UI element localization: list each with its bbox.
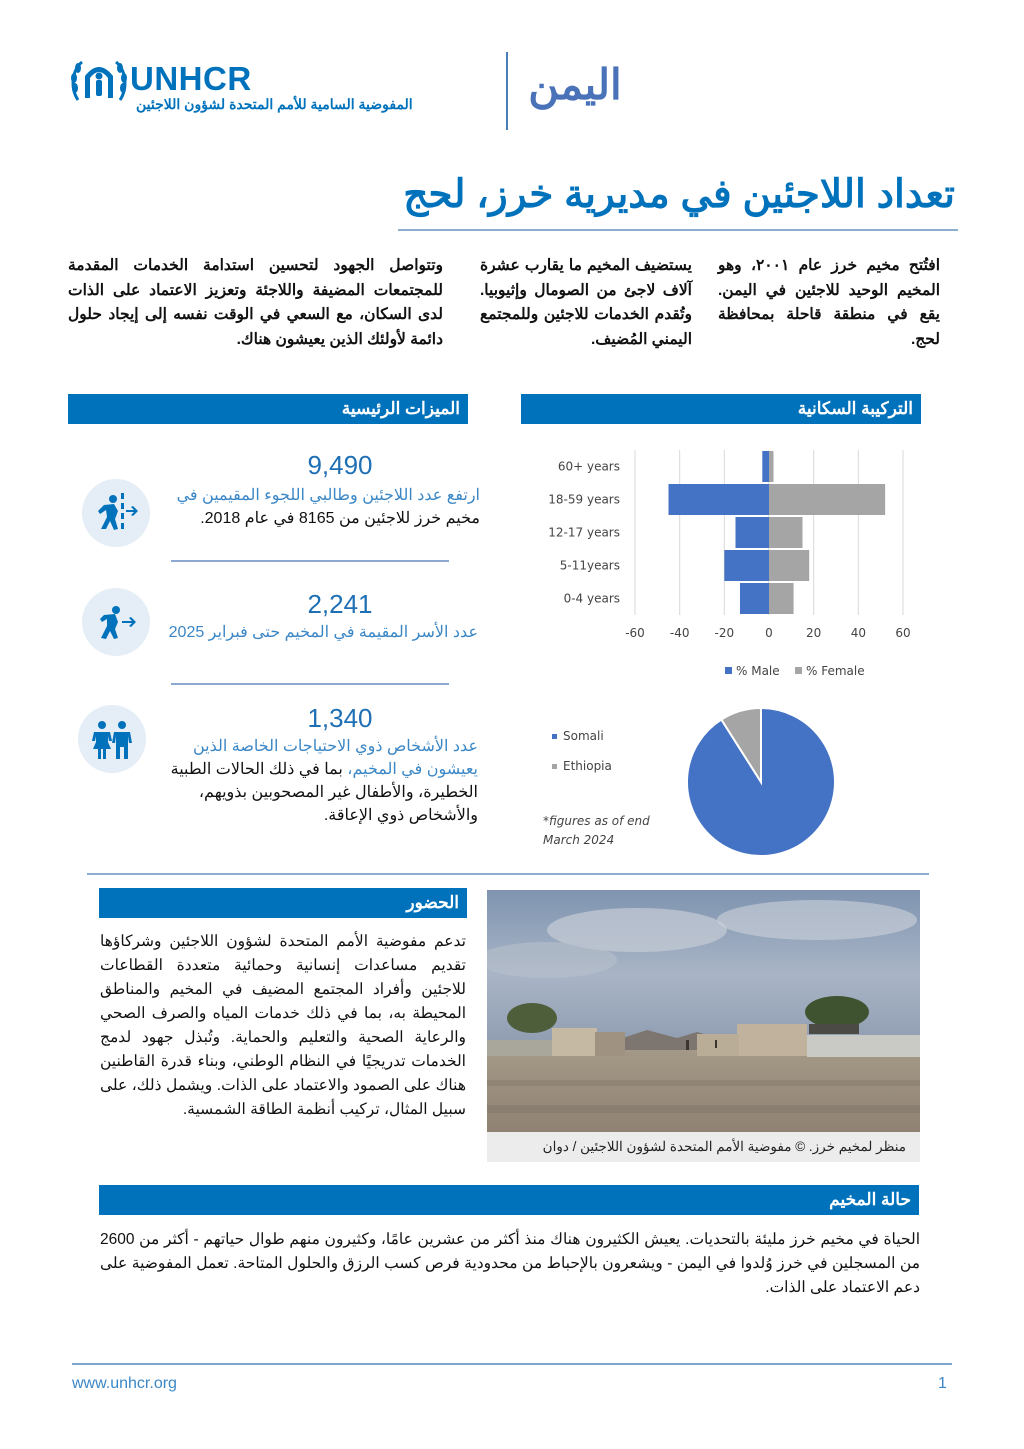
legend-swatch xyxy=(552,734,557,739)
y-category-label: 12-17 years xyxy=(548,525,620,540)
person-crossing-border-icon xyxy=(82,479,150,547)
person-running-arrow-icon xyxy=(82,588,150,656)
country-name: اليمن xyxy=(528,61,622,108)
legend-swatch xyxy=(725,667,732,674)
key-figure-text-dark: بما في ذلك الحالات الطبية الخطيرة، والأطفال غير المصحوبين بذويهم، والأشخاص ذوي الإعاقة. xyxy=(170,761,478,824)
chart-note: *figures as of end xyxy=(543,814,650,828)
key-figure-text-dark: مخيم خرز للاجئين من 8165 في عام 2018. xyxy=(200,510,480,527)
x-tick-label: 0 xyxy=(765,626,773,640)
bar-male xyxy=(740,583,769,614)
key-figure-text-special-needs xyxy=(160,735,478,827)
legend-label: % Female xyxy=(806,664,865,678)
key-figure-value-refugees: 9,490 xyxy=(307,450,373,480)
key-figure-value-households: 2,241 xyxy=(307,589,373,619)
page-title: تعداد اللاجئين في مديرية خرز، لحج xyxy=(403,173,955,216)
org-name: UNHCR xyxy=(130,60,252,97)
page-number: 1 xyxy=(938,1375,947,1392)
unhcr-emblem-icon xyxy=(70,58,128,106)
population-pyramid-chart xyxy=(525,445,925,685)
camp-photo xyxy=(487,890,920,1132)
photo-caption: منظر لمخيم خرز. © مفوضية الأمم المتحدة لشؤون اللاجئين / دوان xyxy=(487,1132,920,1162)
intro-paragraph-2: يستضيف المخيم ما يقارب عشرة آلاف لاجئ من الصومال وإثيوبيا. وتُقدم الخدمات للاجئين وللمجتمع اليمني المُضيف. xyxy=(480,257,692,348)
intro-paragraph-3: وتتواصل الجهود لتحسين استدامة الخدمات المقدمة للمجتمعات المضيفة واللاجئة وتعزيز الاعتماد على الذات لدى السكان، مع السعي في الوقت نفسه إلى إيجاد حلول دائمة لأولئك الذين يعيشون هناك. xyxy=(68,257,443,348)
y-category-label: 5-11years xyxy=(559,558,620,573)
bar-male xyxy=(736,517,770,548)
x-tick-label: -60 xyxy=(625,626,645,640)
footer-divider xyxy=(72,1363,952,1365)
legend-label: Somali xyxy=(563,729,604,743)
bar-female xyxy=(769,583,794,614)
intro-paragraph-1: افتُتح مخيم خرز عام ٢٠٠١، وهو المخيم الوحيد للاجئين في اليمن. يقع في منطقة قاحلة بمحافظة لحج. xyxy=(718,257,940,348)
x-tick-label: 40 xyxy=(850,626,866,640)
section-header-camp-status: حالة المخيم xyxy=(99,1185,919,1215)
x-tick-label: 20 xyxy=(806,626,822,640)
section-header-presence: الحضور xyxy=(99,888,467,918)
key-figure-divider xyxy=(171,560,449,562)
legend-label: % Male xyxy=(736,664,780,678)
bar-male xyxy=(724,550,769,581)
legend-swatch xyxy=(795,667,802,674)
key-figure-text-blue: عدد الأشخاص ذوي الاحتياجات الخاصة الذين يعيشون في المخيم، xyxy=(192,738,478,778)
title-underline xyxy=(398,229,958,231)
legend-label: Ethiopia xyxy=(563,759,612,773)
legend-swatch xyxy=(552,764,557,769)
chart-note: March 2024 xyxy=(543,833,615,847)
bar-female xyxy=(769,484,885,515)
header-divider xyxy=(506,52,508,130)
nationality-pie-chart xyxy=(525,695,855,865)
x-tick-label: -20 xyxy=(714,626,735,640)
key-figure-text-refugees xyxy=(155,484,480,530)
unhcr-logo xyxy=(70,58,490,118)
y-category-label: 0-4 years xyxy=(563,591,620,606)
section-header-key-features: الميزات الرئيسية xyxy=(68,394,468,424)
section-divider xyxy=(87,873,929,875)
section-header-demographics: التركيبة السكانية xyxy=(521,394,921,424)
org-subtitle: المفوضية السامية للأمم المتحدة لشؤون اللاجئين xyxy=(136,96,413,112)
bar-female xyxy=(769,550,809,581)
key-figure-text-blue: ارتفع عدد اللاجئين وطالبي اللجوء المقيمين في xyxy=(176,487,480,504)
y-category-label: 18-59 years xyxy=(548,492,620,507)
family-icon xyxy=(78,705,146,773)
key-figure-value-special-needs: 1,340 xyxy=(307,703,373,733)
presence-paragraph: تدعم مفوضية الأمم المتحدة لشؤون اللاجئين وشركاؤها تقديم مساعدات إنسانية وحمائية متعددة القطاعات للاجئين وأفراد المجتمع المضيف في المخيم والمناطق المحيطة به، بما في ذلك خدمات المياه والصرف الصحي والرعاية الصحية والتعليم والحماية. وتُبذل جهود لدمج الخدمات تدريجيًا في النظام الوطني، وبناء قدرة القاطنين هناك على الصمود والاعتماد على الذات. ويشمل ذلك، على سبيل المثال، تركيب أنظمة الطاقة الشمسية. xyxy=(100,933,466,1118)
x-tick-label: -40 xyxy=(669,626,690,640)
bar-male xyxy=(762,451,769,482)
bar-female xyxy=(769,451,773,482)
camp-status-paragraph: الحياة في مخيم خرز مليئة بالتحديات. يعيش الكثيرون هناك منذ أكثر من عشرين عامًا، وكثيرون منهم طوال حياتهم - أكثر من 2600 من المسجلين في خرز وُلدوا في اليمن - ويشعرون بالإحباط من محدودية فرص كسب الرزق والحلول المتاحة. تعمل المفوضية على دعم الاعتماد على الذات. xyxy=(100,1231,920,1296)
bar-male xyxy=(669,484,770,515)
y-category-label: 60+ years xyxy=(557,459,620,474)
footer-url-link[interactable]: www.unhcr.org xyxy=(72,1375,177,1392)
x-tick-label: 60 xyxy=(895,626,911,640)
bar-female xyxy=(769,517,803,548)
key-figure-text-households: عدد الأسر المقيمة في المخيم حتى فبراير 2025 xyxy=(168,624,478,641)
key-figure-divider xyxy=(171,683,449,685)
